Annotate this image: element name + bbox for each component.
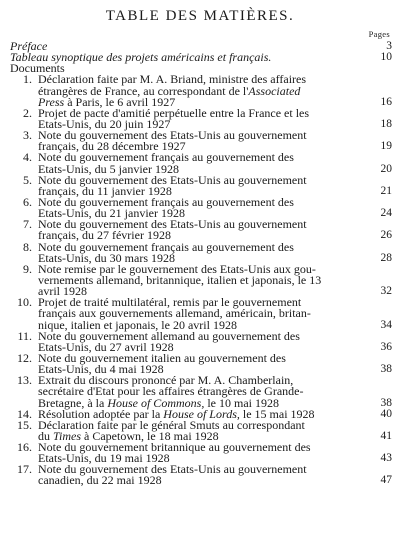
page-number: 19 [380,140,392,153]
entry-text: du Times à Capetown, le 18 mai 1928 [38,428,219,443]
entry-text: vernements allemand, britannique, italien et japonais, le 13 [38,272,322,287]
entry-number: 3. [23,128,32,143]
entry-text: canadien, du 22 mai 1928 [38,473,162,488]
entry-text: français, du 27 février 1928 [38,228,171,243]
entry-number: 9. [23,261,32,276]
entry-text: Note remise par le gouvernement des Etats-Unis aux gou- [38,261,316,276]
entry-text: Projet de traité multilatéral, remis par le gouvernement [38,295,302,310]
page-number: 40 [380,407,392,420]
entry-text: français, du 11 janvier 1928 [38,183,172,198]
entry-text: Note du gouvernement des Etats-Unis au gouvernement [38,172,307,187]
entry-text: Tableau synoptique des projets américains et français. [10,50,272,65]
page-number: 26 [380,229,392,242]
entry-number: 10. [17,295,32,310]
entry-text: Note du gouvernement des Etats-Unis au gouvernement [38,462,307,477]
entry-number: 16. [17,440,32,455]
entry-text: Préface [10,39,48,53]
entry-number: 4. [23,150,32,165]
entry-text: Bretagne, à la House of Commons, le 10 mai 1928 [38,395,279,410]
entry-text: Press à Paris, le 6 avril 1927 [38,94,176,109]
entry-number: 8. [23,239,32,254]
table-of-contents [0,41,400,487]
entry-text: étrangères de France, au correspondant de l'Associated [38,83,301,98]
page-number: 41 [380,429,392,442]
entry-text: Note du gouvernement des Etats-Unis au gouvernement [38,217,307,232]
entry-text: français, du 28 décembre 1927 [38,139,186,154]
toc-line [0,475,400,486]
entry-text: Note du gouvernement français au gouvernement des [38,150,294,165]
entry-text: Etats-Unis, du 27 avril 1928 [38,339,174,354]
entry-text: Résolution adoptée par la House of Lords, le 15 mai 1928 [38,406,315,421]
page-number: 16 [380,95,392,108]
entry-number: 7. [23,217,32,232]
entry-text: nique, italien et japonais, le 20 avril 1928 [38,317,237,332]
page-number: 20 [380,162,392,175]
entry-number: 14. [17,406,32,421]
entry-text: Extrait du discours prononcé par M. A. Chamberlain, [38,373,294,388]
entry-text: Etats-Unis, du 30 mars 1928 [38,250,175,265]
page-number: 32 [380,285,392,298]
entry-text: secrétaire d'Etat pour les affaires étrangères de Grande- [38,384,304,399]
page-number: 34 [380,318,392,331]
page-number: 47 [380,474,392,487]
page-number: 38 [380,363,392,376]
entry-text: avril 1928 [38,284,87,299]
entry-text: Déclaration faite par le général Smuts au correspondant [38,417,305,432]
entry-number: 17. [17,462,32,477]
entry-text: Note du gouvernement britannique au gouvernement des [38,440,311,455]
pages-column-header: Pages [368,29,390,39]
entry-text: français aux gouvernements allemand, américain, britan- [38,306,311,321]
page-number: 36 [380,340,392,353]
entry-number: 6. [23,194,32,209]
page-number: 24 [380,207,392,220]
entry-text: Note du gouvernement allemand au gouvernement des [38,328,300,343]
page-number: 21 [380,184,392,197]
entry-text: Etats-Unis, du 20 juin 1927 [38,116,171,131]
page-number: 18 [380,117,392,130]
entry-text: Documents [10,61,65,76]
entry-text: Projet de pacte d'amitié perpétuelle entre la France et les [38,105,310,120]
page-number: 3 [386,40,392,52]
page-number: 10 [380,51,392,64]
entry-text: Etats-Unis, du 4 mai 1928 [38,362,164,377]
entry-text: Note du gouvernement français au gouvernement des [38,194,294,209]
entry-number: 11. [17,328,32,343]
entry-number: 2. [23,105,32,120]
entry-text: Note du gouvernement italien au gouvernement des [38,350,286,365]
entry-text: Etats-Unis, du 5 janvier 1928 [38,161,179,176]
entry-number: 13. [17,373,32,388]
entry-number: 5. [23,172,32,187]
entry-text: Note du gouvernement des Etats-Unis au gouvernement [38,128,307,143]
entry-text: Déclaration faite par M. A. Briand, ministre des affaires [38,72,307,87]
page-number: 43 [380,452,392,465]
entry-number: 12. [17,350,32,365]
entry-number: 1. [23,72,32,87]
entry-number: 15. [17,417,32,432]
page-number: 38 [380,396,392,409]
page-title: TABLE DES MATIÈRES. [105,8,295,24]
entry-text: Note du gouvernement français au gouvernement des [38,239,294,254]
entry-text: Etats-Unis, du 21 janvier 1928 [38,206,185,221]
entry-text: Etats-Unis, du 19 mai 1928 [38,451,170,466]
page-number: 28 [380,251,392,264]
